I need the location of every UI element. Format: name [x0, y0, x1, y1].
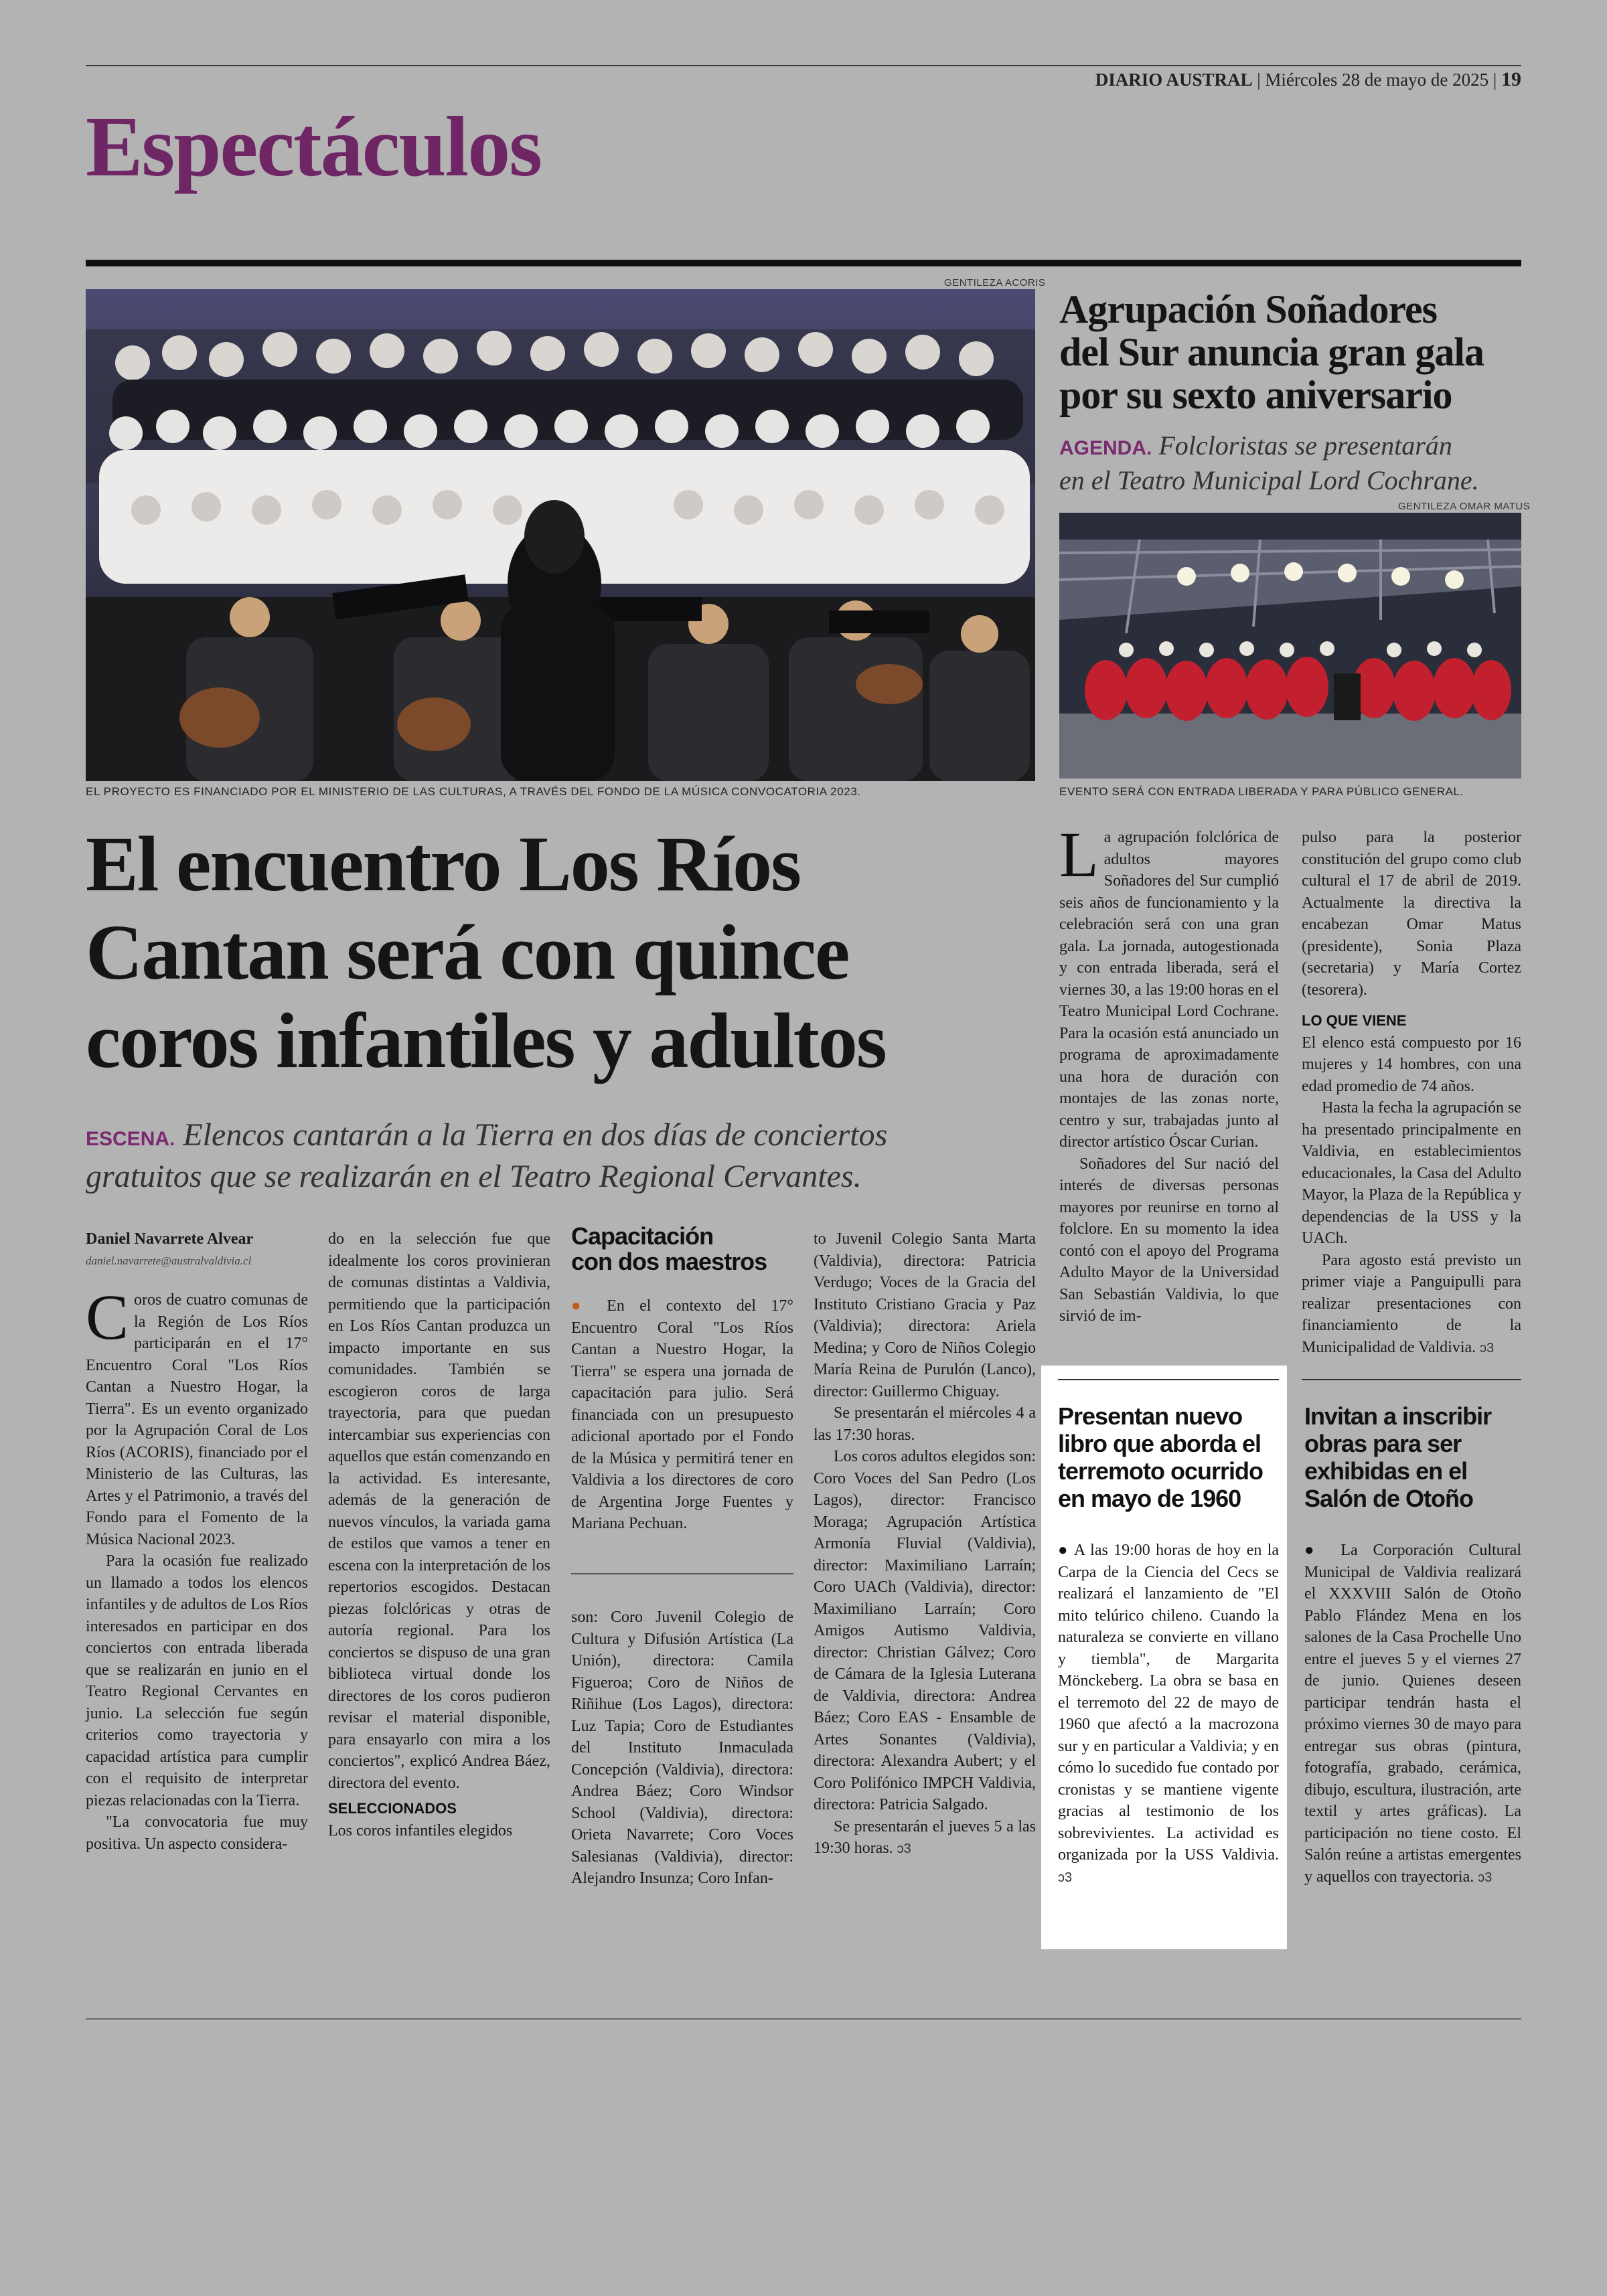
main-col-1: [86, 1228, 308, 1855]
side-col1-para-1: a agrupación folclórica de adultos mayores Soñadores del Sur cumplió seis años de funcionamiento y la celebración será con una gran gala. La jornada, autogestionada y con entrada liberada, será el viernes 30, a las 19:00 horas en el Teatro Municipal Lord Cochrane. Para la ocasión está anunciado un programa de aproximadamente una hora de duración con montajes de las zonas norte, centro y sur, trabajadas junto al director artístico Óscar Curian.: [1059, 829, 1279, 1151]
main-col4-para-2: Se presentarán el miércoles 4 a las 17:30 horas.: [814, 1404, 1036, 1444]
main-dropcap: C: [86, 1281, 129, 1353]
salon-bullet: ●: [1304, 1542, 1326, 1559]
side-deck-line-1: Folcloristas se presentarán: [1158, 430, 1452, 461]
side-photo-caption: EVENTO SERÁ CON ENTRADA LIBERADA Y PARA PÚBLICO GENERAL.: [1059, 785, 1464, 798]
main-deck: [86, 1117, 1050, 1196]
libro-text: A las 19:00 horas de hoy en la Carpa de la Ciencia del Cecs se realizará el lanzamiento de "El mito telúrico chileno. Cuando la naturaleza se convierte en villano y tiembla", de Margarita Mönckeberg. La obra se basa en el terremoto del 22 de mayo de 1960 que afectó a la macrozona sur y en particular a Valdivia; y en cómo lo sucedido fue contado por cronistas y se mantiene vigente gracias al testimonio de los sobrevivientes. La actividad es organizada por la USS Valdivia.: [1058, 1542, 1279, 1864]
side-col2-para-2: El elenco está compuesto por 16 mujeres y 14 hombres, con una edad promedio de 74 años.: [1302, 1034, 1521, 1095]
main-col4-para-4: Se presentarán el jueves 5 a las 19:30 horas.: [814, 1817, 1036, 1857]
main-col-2: [328, 1228, 550, 1841]
side-deck: [1059, 430, 1528, 497]
main-col-3: [571, 1607, 793, 1890]
top-rule: [86, 65, 1521, 66]
section-rule: [86, 260, 1521, 266]
libro-title-line-4: en mayo de 1960: [1058, 1485, 1241, 1512]
side-subhead-lo-que-viene: LO QUE VIENE: [1302, 1012, 1407, 1029]
salon-title-line-3: exhibidas en el: [1304, 1457, 1468, 1485]
masthead-sep-1: |: [1257, 70, 1261, 90]
side-col1-para-2: Soñadores del Sur nació del interés de diversas personas mayores por reunirse en torno al folclore. En su momento la idea contó con el apoyo del Programa Adulto Mayor de la Universidad San Sebastián Valdivia, lo que sirvió de im-: [1059, 1155, 1279, 1325]
capacitacion-title-line-1: Capacitación: [571, 1222, 714, 1250]
capacitacion-box: [571, 1295, 793, 1535]
capacitacion-title-line-2: con dos maestros: [571, 1248, 767, 1275]
side-headline: [1059, 288, 1484, 416]
side-kicker: AGENDA.: [1059, 437, 1152, 459]
salon-text-block: [1304, 1540, 1521, 1888]
side-headline-line-3: por su sexto aniversario: [1059, 373, 1452, 417]
salon-title-line-2: obras para ser: [1304, 1430, 1462, 1457]
salon-title-line-4: Salón de Otoño: [1304, 1485, 1473, 1512]
side-photo-credit: GENTILEZA OMAR MATUS: [1398, 501, 1531, 512]
libro-title-line-1: Presentan nuevo: [1058, 1402, 1243, 1430]
capacitacion-bullet: ●: [571, 1297, 592, 1315]
side-headline-line-1: Agrupación Soñadores: [1059, 287, 1438, 331]
capacitacion-rule: [571, 1573, 793, 1574]
side-deck-line-2: en el Teatro Municipal Lord Cochrane.: [1059, 465, 1479, 495]
side-col2-para-3: Hasta la fecha la agrupación se ha presentado principalmente en Valdivia, en establecimientos educacionales, la Casa del Adulto Mayor, la Plaza de la República y dependencias de la USS y la UACh.: [1302, 1099, 1521, 1247]
main-col1-para-1: oros de cuatro comunas de la Región de Los Ríos participarán en el 17° Encuentro Coral "Los Ríos Cantan a Nuestro Hogar, la Tierra". Es un evento organizado por la Agrupación Coral de Los Ríos (ACORIS), financiado por el Ministerio de las Culturas, las Artes y el Patrimonio, a través del Fondo para el Fomento de la Música Nacional 2023.: [86, 1291, 308, 1548]
salon-text: La Corporación Cultural Municipal de Valdivia realizará el XXXVIII Salón de Otoño Pablo Flández Mena en los salones de la Casa Prochelle Uno entre el jueves 5 y el viernes 27 de junio. Quienes deseen participar tendrán hasta el próximo viernes 30 de mayo para entregar sus obras (pintura, fotografía, grabado, cerámica, dibujo, escultura, ilustración, arte textil y artes gráficas). La participación no tiene costo. El Salón reúne a artistas emergentes y aquellos con trayectoria.: [1304, 1542, 1521, 1886]
main-col2-para-2: Los coros infantiles elegidos: [328, 1821, 513, 1839]
libro-title-line-2: libro que aborda el: [1058, 1430, 1261, 1457]
main-col2-para-1: do en la selección fue que idealmente los coros provinieran de comunas distintas a Valdivia, permitiendo que la participación en Los Ríos Cantan produzca un impacto importante en sus comunidades. También se escogieron coros de larga trayectoria, para que puedan intercambiar sus experiencias con aquellos que están comenzando en la actividad. Es interesante, además de la generación de nuevos vínculos, la variada gama de estilos que vamos a tener en escena con la interpretación de los repertorios escogidos. Destacan piezas folclóricas y otras de autoría regional. Para los conciertos se dispuso de una gran biblioteca virtual donde los directores de los coros pudieron revisar el material disponible, para ensayarlo con mira a los conciertos", explicó Andrea Báez, directora del evento.: [328, 1230, 550, 1792]
main-col1-para-3: "La convocatoria fue muy positiva. Un aspecto considera-: [86, 1813, 308, 1853]
main-headline-line-3: coros infantiles y adultos: [86, 997, 886, 1084]
author-email: daniel.navarrete@australvaldivia.cl: [86, 1254, 252, 1267]
choir-photo-illustration: [86, 289, 1035, 781]
masthead-sep-2: |: [1493, 70, 1497, 90]
capacitacion-text: En el contexto del 17° Encuentro Coral "Los Ríos Cantan a Nuestro Hogar, la Tierra" se espera una jornada de capacitación para julio. Será financiada con un presupuesto adicional aportado por el Fondo de la Música y permitirá tener en Valdivia a los directores de coro de Argentina Jorge Fuentes y Mariana Pechuan.: [571, 1297, 793, 1532]
side-col-1: [1059, 819, 1279, 1327]
dance-photo: [1059, 513, 1521, 778]
side-col2-para-1: pulso para la posterior constitución del grupo como club cultural el 17 de abril de 2019. Actualmente la directiva la encabezan Omar Matus (presidente), Sonia Plaza (secretaria) y María Cortez (tesorera).: [1302, 829, 1521, 999]
salon-end-mark: ↄ3: [1478, 1870, 1493, 1885]
libro-title: [1058, 1402, 1279, 1512]
masthead: [1095, 68, 1521, 91]
author-name: Daniel Navarrete Alvear: [86, 1230, 254, 1248]
page-number: 19: [1501, 68, 1521, 90]
paper-name: DIARIO AUSTRAL: [1095, 70, 1253, 90]
main-col3-para-1: son: Coro Juvenil Colegio de Cultura y Difusión Artística (La Unión), directora: Camila Figueroa; Coro de Niños de Riñihue (Los Lagos), directora: Luz Tapia; Coro de Estudiantes del Instituto Inmaculada Concepción (Valdivia), directora: Andrea Báez; Coro Windsor School (Valdivia), directora: Orieta Navarrete; Coro Voces Salesianas (Valdivia), director: Alejandro Insunza; Coro Infan-: [571, 1609, 793, 1887]
salon-title-line-1: Invitan a inscribir: [1304, 1402, 1492, 1430]
main-photo-caption: EL PROYECTO ES FINANCIADO POR EL MINISTERIO DE LAS CULTURAS, A TRAVÉS DEL FONDO DE LA MÚSICA CONVOCATORIA 2023.: [86, 785, 861, 798]
main-col4-para-1: to Juvenil Colegio Santa Marta (Valdivia), directora: Patricia Verdugo; Voces de la Gracia del Instituto Cristiano Gracia y Paz (Valdivia); directora: Ariela Medina; y Coro de Niños Colegio María Reina de Purulón (Lanco), director: Guillermo Chiguay.: [814, 1230, 1036, 1400]
issue-date: Miércoles 28 de mayo de 2025: [1265, 70, 1489, 90]
capacitacion-title: [571, 1224, 792, 1275]
main-headline-line-2: Cantan será con quince: [86, 908, 849, 996]
choir-photo: [86, 289, 1035, 781]
bottom-rule: [86, 2018, 1521, 2020]
libro-top-rule: [1058, 1379, 1279, 1380]
main-col1-para-2: Para la ocasión fue realizado un llamado a todos los elencos infantiles y de adultos de Los Ríos interesados en participar en dos conciertos con entrada liberada que se realizarán en junio en el Teatro Regional Cervantes en junio. La selección fue según criterios como trayectoria y capacidad artística para cumplir con el requisito de interpretar piezas relacionadas con la Tierra.: [86, 1552, 308, 1809]
side-dropcap: L: [1059, 819, 1099, 890]
dance-photo-illustration: [1059, 513, 1521, 778]
main-headline: [86, 820, 886, 1085]
libro-title-line-3: terremoto ocurrido: [1058, 1457, 1264, 1485]
main-subhead-seleccionados: SELECCIONADOS: [328, 1800, 457, 1817]
main-deck-line-2: gratuitos que se realizarán en el Teatro Regional Cervantes.: [86, 1159, 862, 1194]
side-headline-line-2: del Sur anuncia gran gala: [1059, 330, 1484, 374]
libro-bullet: ●: [1058, 1542, 1069, 1559]
side-col-2: [1302, 827, 1521, 1359]
salon-title: [1304, 1402, 1524, 1512]
main-col-4: [814, 1228, 1036, 1860]
side-col2-para-4: Para agosto está previsto un primer viaje a Panguipulli para realizar presentaciones con financiamiento de la Municipalidad de Valdivia.: [1302, 1251, 1521, 1356]
libro-text-block: [1058, 1540, 1279, 1888]
main-col4-para-3: Los coros adultos elegidos son: Coro Voces del San Pedro (Los Lagos), director: Francisco Moraga; Agrupación Artística Armonía Fluvial (Valdivia), director: Maximiliano Larraín; Coro UACh (Valdivia), director: Maximiliano Larraín; Coro Amigos Autismo Valdivia, director: Christian Gálvez; Coro de Cámara de la Iglesia Luterana de Valdivia, directora: Andrea Báez; Coro EAS - Ensamble de Artes Sonantes (Valdivia), directora: Alexandra Aubert; y el Coro Polifónico IMPCH Valdivia, directora: Patricia Salgado.: [814, 1448, 1036, 1813]
section-title: Espectáculos: [86, 99, 541, 194]
main-end-mark: ↄ3: [897, 1841, 911, 1856]
main-photo-credit: GENTILEZA ACORIS: [944, 277, 1046, 289]
libro-end-mark: ↄ3: [1058, 1870, 1073, 1885]
salon-top-rule: [1302, 1379, 1521, 1380]
main-headline-line-1: El encuentro Los Ríos: [86, 820, 801, 908]
main-kicker: ESCENA.: [86, 1128, 175, 1150]
main-deck-line-1: Elencos cantarán a la Tierra en dos días de conciertos: [183, 1117, 888, 1153]
side-end-mark: ↄ3: [1480, 1340, 1495, 1356]
